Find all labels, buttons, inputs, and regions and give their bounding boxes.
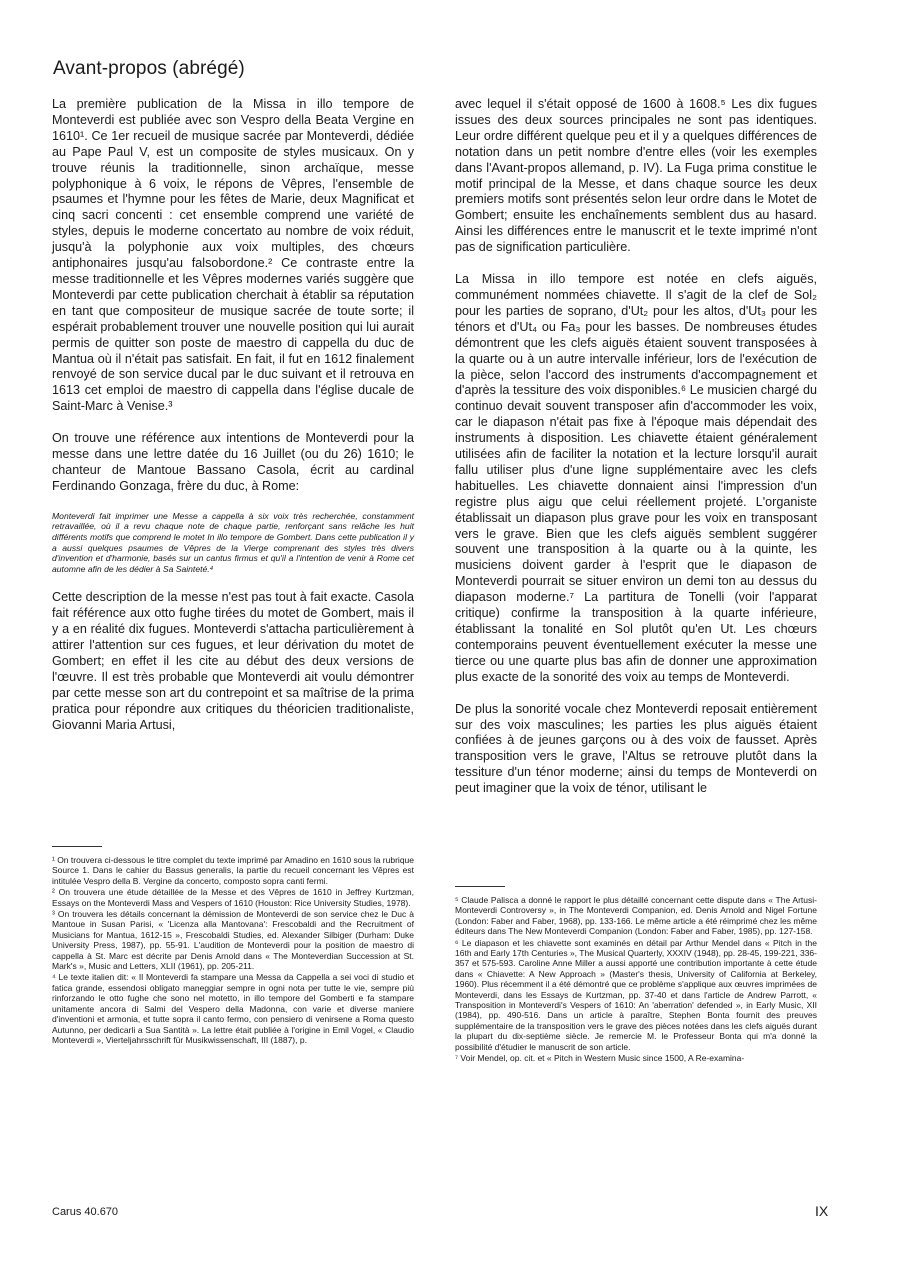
footnote: ² On trouvera une étude détaillée de la Messe et des Vêpres de 1610 in Jeffrey Kurtzman, Essays on the Monteverdi Mass and Vespers of 1610 (Houston: Rice University Studies, 1978).: [52, 887, 414, 908]
letter-quote: Monteverdi fait imprimer une Messe a cappella à six voix très recherchée, constamment retravaillée, où il a revu chaque note de chaque partie, renforçant sans relâche les huit différents motifs que comprend le motet In illo tempore de Gombert. Dans cette publication il y a aussi quelques psaumes de Vêpres de la Vierge comprenant des styles très divers d'invention et d'harmonie, basés sur un cantus firmus et qu'il a l'intention de venir à Rome cet automne afin de les dédier à Sa Sainteté.⁴: [52, 510, 414, 574]
footnote-divider: [52, 846, 102, 847]
footnote-divider: [455, 886, 505, 887]
right-column: [455, 97, 817, 813]
paragraph: avec lequel il s'était opposé de 1600 à 1608.⁵ Les dix fugues issues des deux sources principales ne sont pas identiques. Leur ordre différent quelque peu et il y a quelques différences de notation dans un petit nombre d'entre elles (voir les exemples dans l'Avant-propos allemand, p. IV). La Fuga prima constitue le motif principal de la Messe, et dans chaque source les deux premiers motifs sont présentés selon leur ordre dans le Motet de Gombert; ensuite les enchaînements semblent dus au hasard. Ainsi les différences entre le manuscrit et le texte imprimé n'ont pas de signification particulière.: [455, 97, 817, 255]
page-title: Avant-propos (abrégé): [53, 58, 245, 79]
paragraph: Cette description de la messe n'est pas tout à fait exacte. Casola fait référence aux otto fughe tirées du motet de Gombert, mais il y a en réalité dix fugues. Monteverdi s'attacha particulièrement à attirer l'attention sur ces fugues, et leur dérivation du motet de Gombert; en effet il les cite au début des deux versions de l'œuvre. Il est très probable que Monteverdi ait voulu démontrer par cette messe son art du contrepoint et sa maîtrise de la prima pratica pour répondre aux critiques du théoricien traditionaliste, Giovanni Maria Artusi,: [52, 590, 414, 732]
footnote: ⁷ Voir Mendel, op. cit. et « Pitch in Western Music since 1500, A Re-examina-: [455, 1053, 745, 1064]
footnotes-right: [455, 886, 817, 1065]
paragraph: On trouve une référence aux intentions de Monteverdi pour la messe dans une lettre datée du 16 Juillet (ou du 26) 1610; le chanteur de Mantoue Bassano Casola, écrit au cardinal Ferdinando Gonzaga, frère du duc, à Rome:: [52, 431, 414, 493]
paragraph: La Missa in illo tempore est notée en clefs aiguës, communément nommées chiavette. Il s'agit de la clef de Sol₂ pour les parties de soprano, d'Ut₂ pour les altos, d'Ut₃ pour les ténors et d'Ut₄ ou Fa₃ pour les basses. De nombreuses études démontrent que les clefs aiguës étaient souvent transposées à la quarte ou à un autre intervalle inférieur, lors de l'exécution de la pièce, selon l'accord des instruments d'accompagnement et d'après la tessiture des voix disponibles.⁶ Le musicien chargé du continuo devait souvent transposer afin d'accommoder les voix, car le diapason n'était pas fixe à l'époque mais dépendait des instruments à disposition. Les chiavette étaient généralement utilisées afin de faciliter la notation et la lecture lorsqu'il aurait fallu utiliser plus d'une ligne supplémentaire avec les clefs habituelles. Les chiavette donnaient ainsi l'impression d'un registre plus aigu que celui réellement projeté. L'organiste établissait un diapason plus grave pour les voix en transposant vers le grave. Bien que les clefs aiguës semblent suggérer souvent une transposition à la quarte ou à la quinte, les musiciens doivent garder à l'esprit que le diapason de Monteverdi pourrait se situer environ un demi ton au dessus du diapason moderne.⁷ La partitura de Tonelli (voir l'apparat critique) confirme la transposition à la quarte inférieure, établissant la tonalité en Sol plutôt qu'en Ut. Les chœurs contemporains peuvent éventuellement exécuter la messe une tierce ou une quarte plus bas afin de donner une approximation plus exacte de la sonorité des voix au temps de Monteverdi.: [455, 272, 817, 684]
footnotes-left: [52, 846, 414, 1046]
paragraph: La première publication de la Missa in illo tempore de Monteverdi est publiée avec son Vespro della Beata Vergine en 1610¹. Ce 1er recueil de musique sacrée par Monteverdi, dédiée au Pape Paul V, est un composite de styles musicaux. On y trouve réunis la traditionnelle, sinon archaïque, messe polyphonique à 6 voix, le répons de Vêpres, l'ensemble de psaumes et l'hymne pour les fêtes de Marie, deux Magnificat et cinq sacri concenti : cet ensemble comprend une variété de styles, depuis le moderne concertato au nombre de voix réduit, jusqu'à la polyphonie aux voix multiples, des chœurs antiphonaires jusqu'au falsobordone.² Ce contraste entre la messe traditionnelle et les Vêpres modernes variés suggère que Monteverdi par cette publication cherchait à établir sa réputation en tant que compositeur de musique sacrée de toute sorte; il espérait probablement trouver une nouvelle position qui lui aurait permis de quitter son poste de maestro di cappella du duc de Mantua où il n'était pas satisfait. En fait, il fut en 1612 finalement renvoyé de son service ducal par le duc suivant et il retrouva en 1613 cet emploi de maestro di cappella dans l'église ducale de Saint-Marc à Venise.³: [52, 97, 414, 414]
footnote: ¹ On trouvera ci-dessous le titre complet du texte imprimé par Amadino en 1610 sous la rubrique Source 1. Dans le cahier du Bassus generalis, la partie du recueil concernant les Vêpres est intitulée Vespro della B. Vergine da concerto, composto sopra canti fermi.: [52, 855, 414, 886]
footnote: ³ On trouvera les détails concernant la démission de Monteverdi de son service chez le Duc à Mantoue in Susan Parisi, « 'Licenza alla Mantovana': Frescobaldi and the Recruitment of Musicians for Mantua, 1612-15 », Frescobaldi Studies, ed. Alexander Silbiger (Durham: Duke University Press, 1987), pp. 55-91. L'audition de Monteverdi pour la position de maestro di cappella à St. Marc est décrite par Denis Arnold dans « The Monteverdian Succession at St. Mark's », Music and Letters, XLII (1961), pp. 205-211.: [52, 909, 414, 972]
catalog-number: Carus 40.670: [52, 1206, 119, 1218]
paragraph: De plus la sonorité vocale chez Monteverdi reposait entièrement sur des voix masculines; les parties les plus aiguës étaient confiées à de jeunes garçons ou à des voix de fausset. Après transposition vers le grave, l'Altus se retrouve plutôt dans la tessiture d'un ténor moderne; ainsi du temps de Monteverdi on peut imaginer que la voix de ténor, utilisant le: [455, 701, 817, 796]
left-column: [52, 97, 414, 749]
footnote: ⁶ Le diapason et les chiavette sont examinés en détail par Arthur Mendel dans « Pitch in the 16th and Early 17th Centuries », The Musical Quarterly, XXXIV (1948), pp. 28-45, 199-221, 336-357 et 575-593. Caroline Anne Miller a aussi apporté une contribution importante à cette étude dans « Chiavette: A New Approach » (Master's thesis, University of California at Berkeley, 1960). Plus récemment il a été démontré que ce problème s'applique aux œuvres imprimées de Monteverdi, dans les Essays de Kurtzman, pp. 37-40 et dans l'article de Andrew Parrott, « Transposition in Monteverdi's Vespers of 1610: An 'aberration' defended », in Early Music, XII (1984), pp. 490-516. Dans un article à paraître, Stephen Bonta fournit des preuves supplémentaire de la transposition vers le grave des pièces notées dans les clefs aiguës durant la plupart du dix-septième siècle. Je remercie M. le Professeur Bonta qui m'a donné la possibilité d'étudier le manuscrit de son article.: [455, 937, 817, 1052]
page-number: IX: [815, 1203, 829, 1219]
footnote: ⁵ Claude Palisca a donné le rapport le plus détaillé concernant cette dispute dans « The Artusi-Monteverdi Controversy », in The Monteverdi Companion, ed. Denis Arnold and Nigel Fortune (London: Faber and Faber, 1968), pp. 133-166. Le même article a été réimprimé chez les même éditeurs dans The New Monteverdi Companion (London: Faber and Faber, 1985), pp. 127-158.: [455, 895, 817, 937]
footnote: ⁴ Le texte italien dit: « Il Monteverdi fa stampare una Messa da Cappella a sei voci di studio et fatica grande, essendosi obligato maneggiar sempre in ogni nota per tutte le vie, sempre più rinforzando le otto fughe che sono nel motetto, in illo tempore del Gomberti e fa stampare unitamente ancora di Salmi del Vespero della Madonna, con varie et diverse maniere d'inventioni et armonia, et tutte sopra il canto fermo, con pensiero di venirsene a Roma questo Autunno, per dedicarli a Sua Santità ». La lettre était publiée à l'origine in Emil Vogel, « Claudio Monteverdi », Vierteljahrsschrift für Musikwissenschaft, III (1887), p.: [52, 972, 414, 1045]
